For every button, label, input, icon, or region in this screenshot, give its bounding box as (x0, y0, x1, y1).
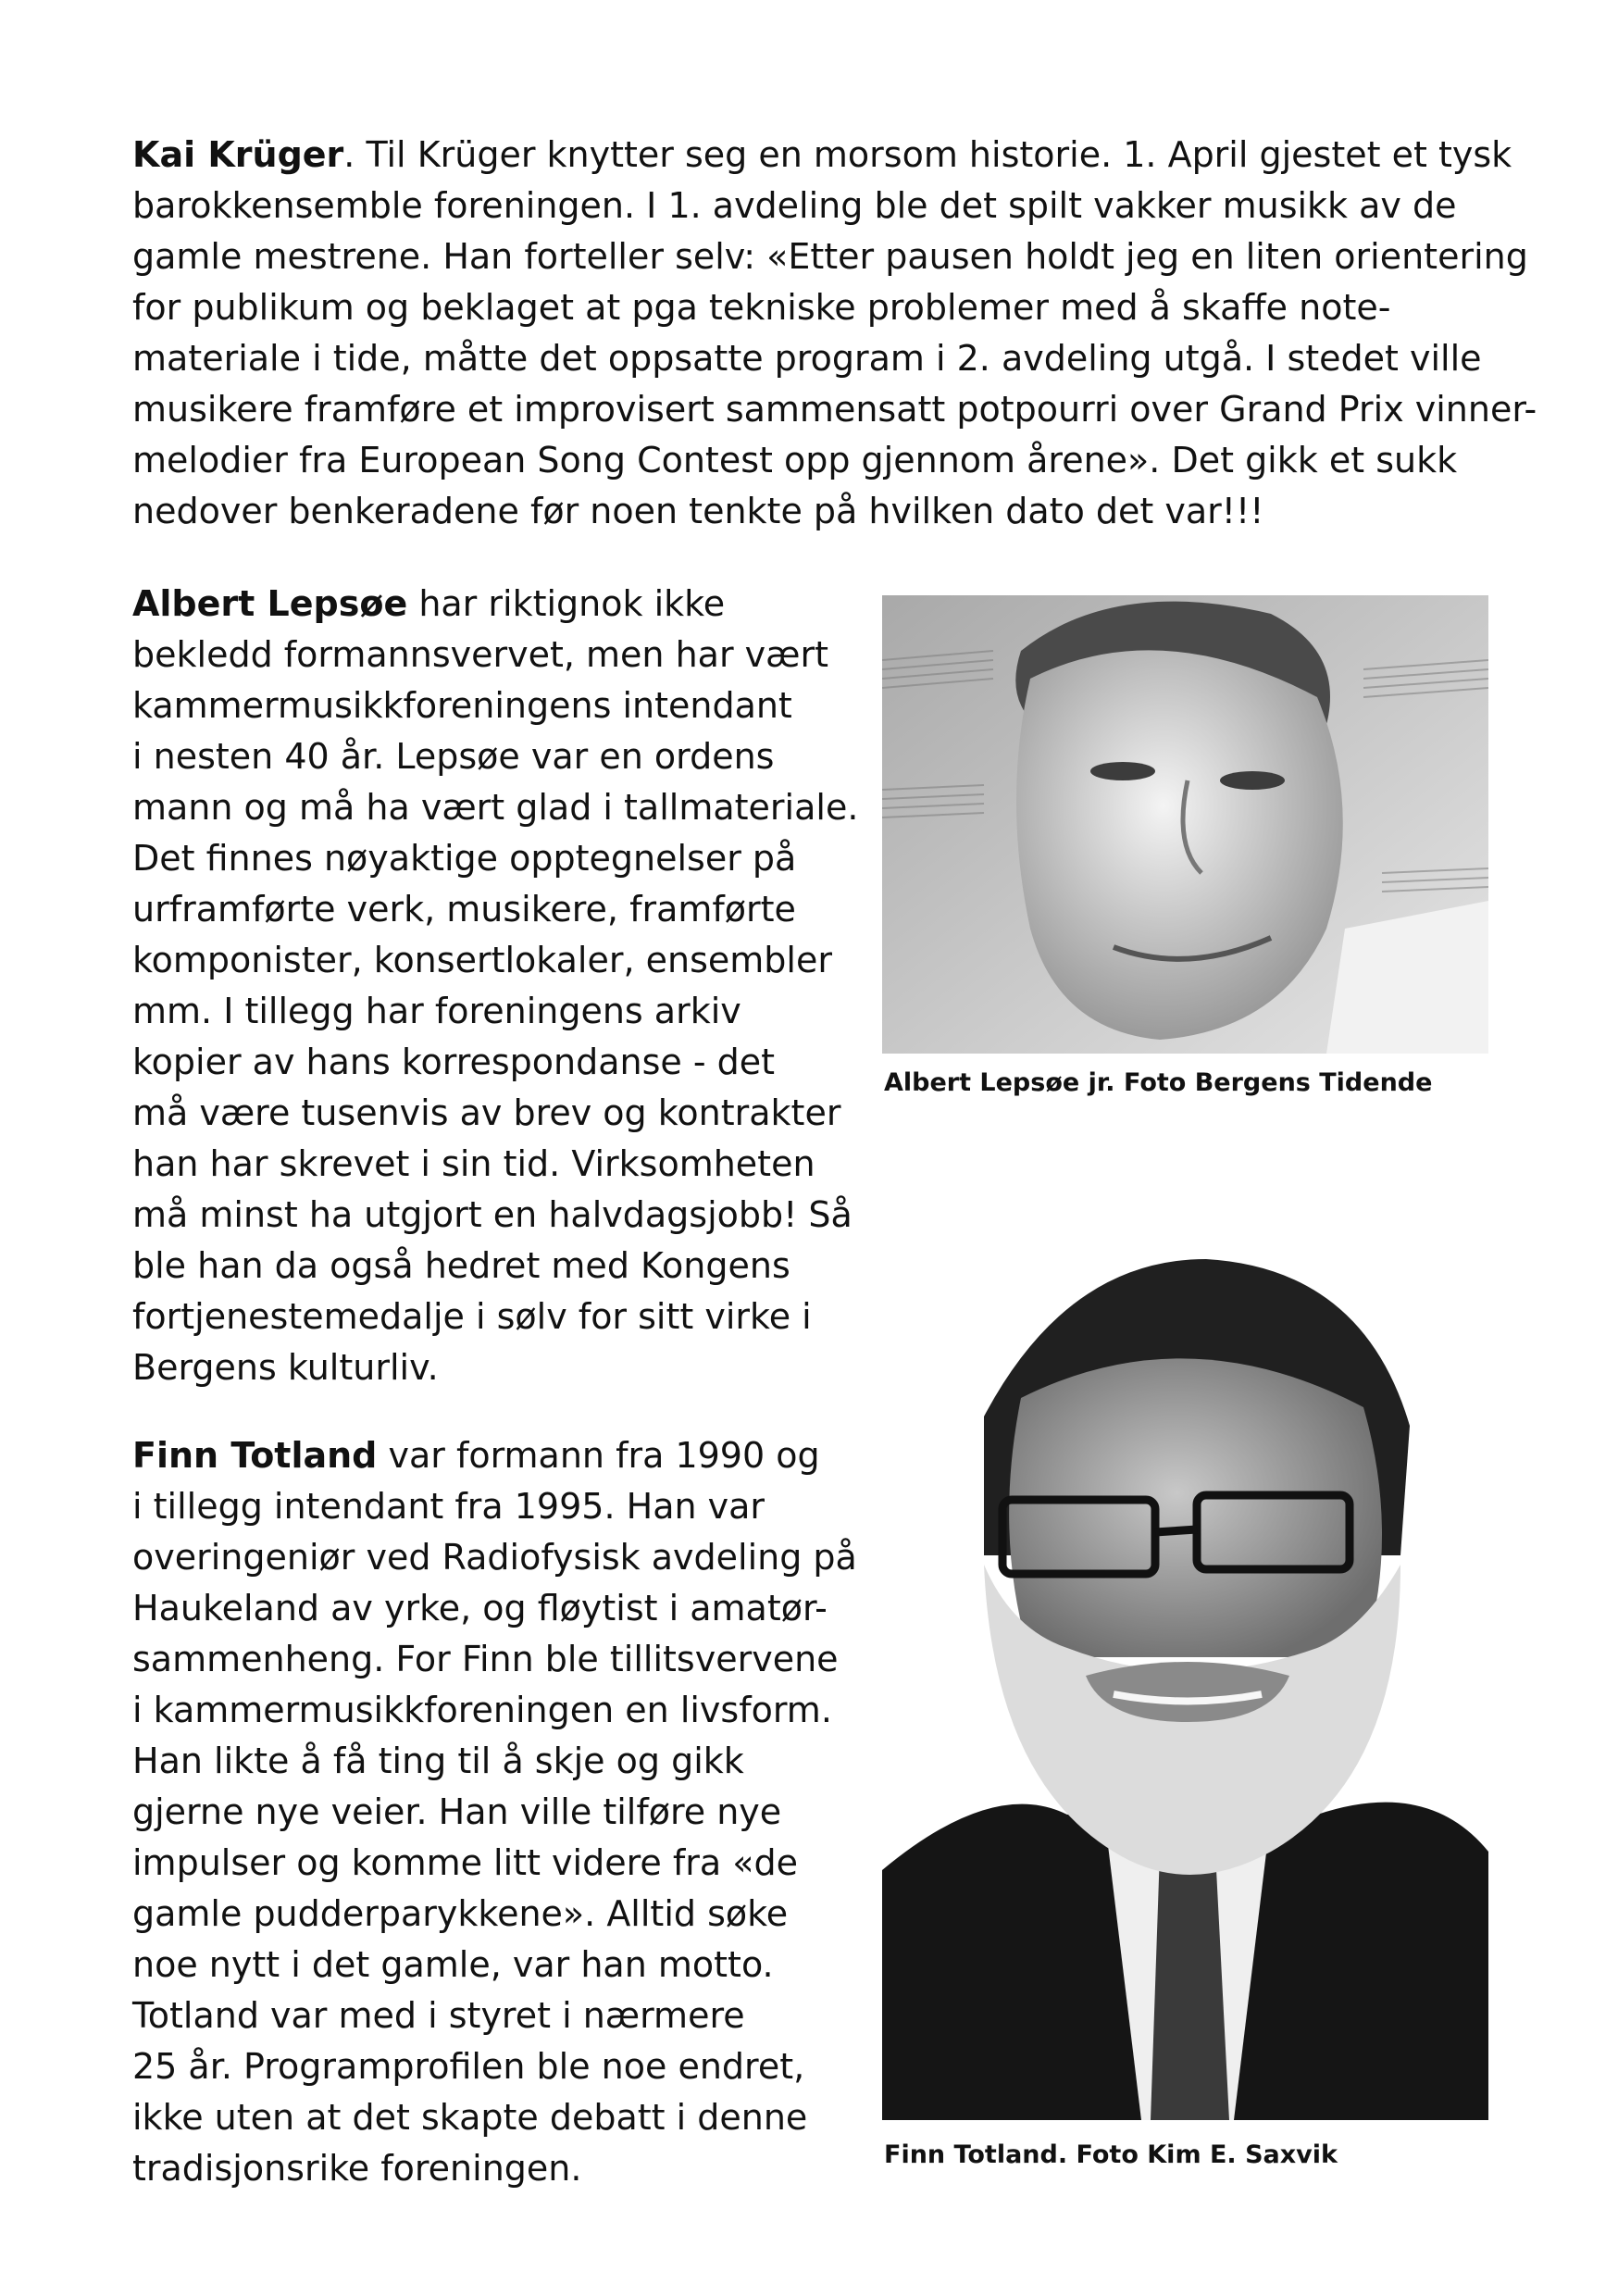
text-line: Kai Krüger. Til Krüger knytter seg en morsom historie. 1. April gjestet et tysk (132, 134, 1512, 175)
text-line: i tillegg intendant fra 1995. Han var (132, 1486, 765, 1527)
text-line: nedover benkeradene før noen tenkte på hvilken dato det var!!! (132, 491, 1264, 531)
text-line: Han likte å få ting til å skje og gikk (132, 1741, 744, 1781)
text-line: sammenheng. For Finn ble tillitsvervene (132, 1639, 839, 1679)
text-line: gjerne nye veier. Han ville tilføre nye (132, 1791, 782, 1832)
text-line: materiale i tide, måtte det oppsatte program i 2. avdeling utgå. I stedet ville (132, 338, 1482, 379)
text-line: tradisjonsrike foreningen. (132, 2148, 582, 2189)
text-line: urframførte verk, musikere, framførte (132, 889, 796, 930)
text-line: kopier av hans korrespondanse - det (132, 1042, 776, 1082)
finn-totland-name: Finn Totland (132, 1435, 378, 1476)
finn-totland-photo (882, 1259, 1488, 2120)
albert-lepsoe-caption: Albert Lepsøe jr. Foto Bergens Tidende (884, 1068, 1433, 1097)
text-line: melodier fra European Song Contest opp gjennom årene». Det gikk et sukk (132, 440, 1458, 480)
text-line: må være tusenvis av brev og kontrakter (132, 1092, 841, 1133)
albert-lepsoe-photo (882, 595, 1488, 1054)
text-line: må minst ha utgjort en halvdagsjobb! Så (132, 1194, 853, 1235)
text-line: komponister, konsertlokaler, ensembler (132, 940, 832, 980)
text-line: for publikum og beklaget at pga tekniske problemer med å skaffe note- (132, 287, 1391, 328)
albert-lepsoe-name: Albert Lepsøe (132, 583, 408, 624)
text-line: gamle mestrene. Han forteller selv: «Etter pausen holdt jeg en liten orientering (132, 236, 1528, 277)
text-line: ble han da også hedret med Kongens (132, 1245, 790, 1286)
text-line: mann og må ha vært glad i tallmateriale. (132, 787, 859, 828)
text-line: i kammermusikkforeningen en livsform. (132, 1690, 832, 1730)
kai-kruger-name: Kai Krüger (132, 134, 344, 175)
text-line: overingeniør ved Radiofysisk avdeling på (132, 1537, 857, 1578)
text-line: fortjenestemedalje i sølv for sitt virke i (132, 1296, 812, 1337)
text-line: i nesten 40 år. Lepsøe var en ordens (132, 736, 775, 777)
text-line: kammermusikkforeningens intendant (132, 685, 792, 726)
text-line: Albert Lepsøe har riktignok ikke (132, 583, 726, 624)
text-line: han har skrevet i sin tid. Virksomheten (132, 1143, 815, 1184)
text-line: 25 år. Programprofilen ble noe endret, (132, 2046, 805, 2087)
text-line: Finn Totland var formann fra 1990 og (132, 1435, 820, 1476)
text-line: Bergens kulturliv. (132, 1347, 439, 1388)
text-line: Totland var med i styret i nærmere (132, 1995, 745, 2036)
text-line: Haukeland av yrke, og fløytist i amatør- (132, 1588, 828, 1628)
text-line: musikere framføre et improvisert sammensatt potpourri over Grand Prix vinner- (132, 389, 1537, 430)
text-line: bekledd formannsvervet, men har vært (132, 634, 828, 675)
text-line: mm. I tillegg har foreningens arkiv (132, 991, 741, 1031)
finn-totland-caption: Finn Totland. Foto Kim E. Saxvik (884, 2140, 1338, 2169)
text-line: barokkensemble foreningen. I 1. avdeling ble det spilt vakker musikk av de (132, 185, 1457, 226)
portrait-illustration (882, 1259, 1488, 2120)
text-line: gamle pudderparykkene». Alltid søke (132, 1893, 789, 1934)
text-line: noe nytt i det gamle, var han motto. (132, 1944, 774, 1985)
text-line: ikke uten at det skapte debatt i denne (132, 2097, 808, 2138)
portrait-illustration (882, 595, 1488, 1054)
text-line: Det finnes nøyaktige opptegnelser på (132, 838, 797, 879)
text-line: impulser og komme litt videre fra «de (132, 1842, 798, 1883)
